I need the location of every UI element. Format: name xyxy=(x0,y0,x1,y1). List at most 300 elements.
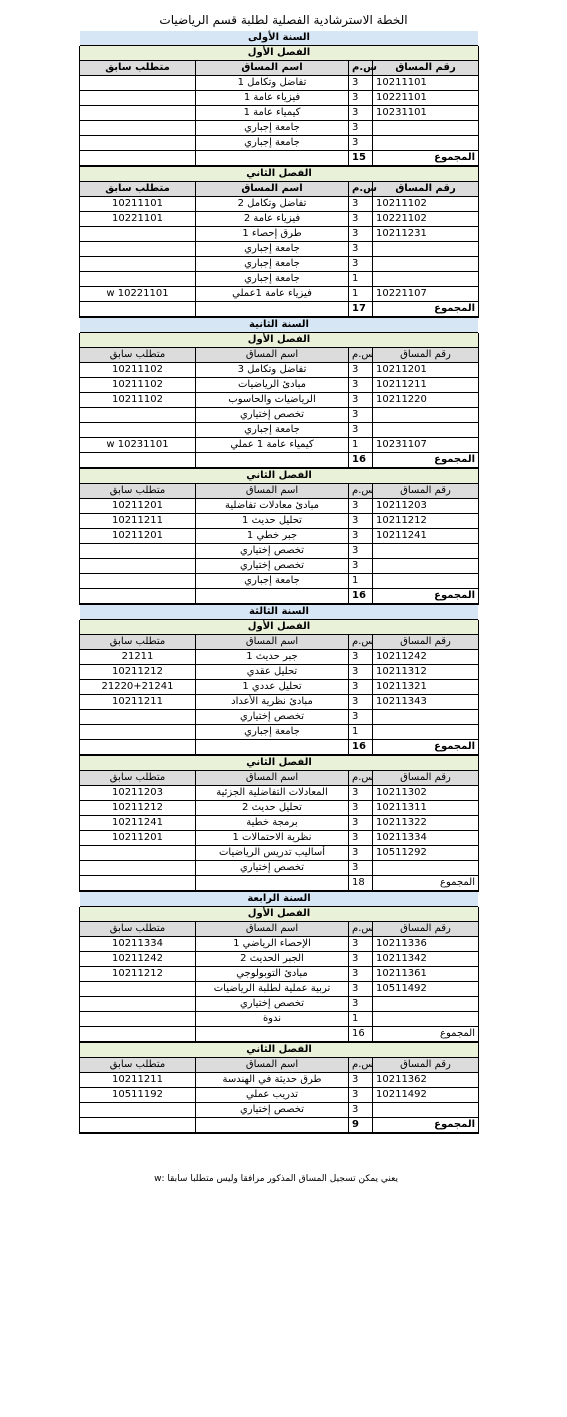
column-header-row xyxy=(80,922,479,937)
semester-header xyxy=(80,1042,479,1058)
credits-cell: 3 xyxy=(349,967,373,982)
course-code-cell: 10211220 xyxy=(373,393,479,408)
prereq-cell xyxy=(80,997,196,1012)
table-row xyxy=(80,967,479,982)
prereq-cell: w 10221101 xyxy=(80,287,196,302)
column-header-code: رقم المساق xyxy=(373,182,479,197)
course-name-cell: مبادئ معادلات تفاضلية xyxy=(196,499,349,514)
total-row xyxy=(80,453,479,469)
empty-cell xyxy=(80,876,196,892)
credits-cell: 3 xyxy=(349,242,373,257)
course-name-cell: برمجة خطية xyxy=(196,816,349,831)
credits-cell: 3 xyxy=(349,801,373,816)
credits-cell: 3 xyxy=(349,257,373,272)
course-name-cell: أساليب تدريس الرياضيات xyxy=(196,846,349,861)
total-label: المجموع xyxy=(373,1027,479,1043)
table-row xyxy=(80,680,479,695)
total-row xyxy=(80,1118,479,1134)
course-code-cell xyxy=(373,997,479,1012)
year-header xyxy=(80,317,479,333)
credits-cell: 3 xyxy=(349,393,373,408)
course-name-cell: فيزياء عامة 2 xyxy=(196,212,349,227)
semester-header xyxy=(80,166,479,182)
column-header-code: رقم المساق xyxy=(373,771,479,786)
course-code-cell xyxy=(373,423,479,438)
prereq-cell xyxy=(80,846,196,861)
column-header-prereq: متطلب سابق xyxy=(80,771,196,786)
semester-header xyxy=(80,46,479,61)
course-code-cell: 10211302 xyxy=(373,786,479,801)
credits-cell: 3 xyxy=(349,227,373,242)
prereq-cell: 10211212 xyxy=(80,801,196,816)
year-header xyxy=(80,31,479,46)
prereq-cell: 10211101 xyxy=(80,197,196,212)
prereq-cell: 10211201 xyxy=(80,529,196,544)
empty-cell xyxy=(80,589,196,605)
prereq-cell xyxy=(80,76,196,91)
column-header-row xyxy=(80,771,479,786)
column-header-code: رقم المساق xyxy=(373,61,479,76)
column-header-name: اسم المساق xyxy=(196,61,349,76)
page-title: الخطة الاسترشادية الفصلية لطلبة قسم الرياضيات xyxy=(159,13,408,27)
prereq-cell: 10211102 xyxy=(80,393,196,408)
course-name-cell: تخصص إختياري xyxy=(196,861,349,876)
credits-cell: 3 xyxy=(349,710,373,725)
course-name-cell: المعادلات التفاضلية الجزئية xyxy=(196,786,349,801)
prereq-cell xyxy=(80,861,196,876)
course-code-cell: 10211362 xyxy=(373,1073,479,1088)
prereq-cell xyxy=(80,106,196,121)
column-header-row xyxy=(80,484,479,499)
credits-cell: 3 xyxy=(349,121,373,136)
total-value: 9 xyxy=(349,1118,373,1134)
empty-cell xyxy=(80,1118,196,1134)
course-code-cell: 10211203 xyxy=(373,499,479,514)
table-row xyxy=(80,710,479,725)
column-header-name: اسم المساق xyxy=(196,1058,349,1073)
course-name-cell: مبادئ نظرية الأعداد xyxy=(196,695,349,710)
column-header-credits: س.م xyxy=(349,635,373,650)
credits-cell: 3 xyxy=(349,952,373,967)
table-row xyxy=(80,393,479,408)
course-name-cell: تخصص إختياري xyxy=(196,710,349,725)
course-code-cell xyxy=(373,408,479,423)
credits-cell: 3 xyxy=(349,680,373,695)
semester-label: الفصل الأول xyxy=(80,620,479,635)
column-header-credits: س.م xyxy=(349,771,373,786)
column-header-prereq: متطلب سابق xyxy=(80,484,196,499)
semester-label: الفصل الأول xyxy=(80,907,479,922)
table-row xyxy=(80,423,479,438)
table-row xyxy=(80,106,479,121)
table-row xyxy=(80,76,479,91)
course-name-cell: طرق حديثة في الهندسة xyxy=(196,1073,349,1088)
column-header-name: اسم المساق xyxy=(196,771,349,786)
prereq-cell: 10211211 xyxy=(80,695,196,710)
course-code-cell: 10511292 xyxy=(373,846,479,861)
credits-cell: 3 xyxy=(349,695,373,710)
column-header-prereq: متطلب سابق xyxy=(80,182,196,197)
empty-cell xyxy=(196,453,349,469)
table-row xyxy=(80,287,479,302)
course-code-cell: 10211361 xyxy=(373,967,479,982)
total-value: 15 xyxy=(349,151,373,167)
course-name-cell: مبادئ الرياضيات xyxy=(196,378,349,393)
credits-cell: 3 xyxy=(349,378,373,393)
column-header-row xyxy=(80,348,479,363)
course-name-cell: تخصص إختياري xyxy=(196,559,349,574)
year-header xyxy=(80,604,479,620)
credits-cell: 3 xyxy=(349,846,373,861)
credits-cell: 3 xyxy=(349,861,373,876)
prereq-cell xyxy=(80,136,196,151)
total-value: 16 xyxy=(349,453,373,469)
prereq-cell xyxy=(80,408,196,423)
credits-cell: 3 xyxy=(349,514,373,529)
column-header-credits: س.م xyxy=(349,61,373,76)
credits-cell: 3 xyxy=(349,937,373,952)
column-header-credits: س.م xyxy=(349,484,373,499)
empty-cell xyxy=(196,589,349,605)
prereq-cell: 10221101 xyxy=(80,212,196,227)
column-header-row xyxy=(80,1058,479,1073)
prereq-cell: 10211201 xyxy=(80,831,196,846)
credits-cell: 3 xyxy=(349,559,373,574)
total-label: المجموع xyxy=(373,453,479,469)
column-header-code: رقم المساق xyxy=(373,922,479,937)
prereq-cell xyxy=(80,544,196,559)
course-code-cell: 10211201 xyxy=(373,363,479,378)
course-code-cell xyxy=(373,544,479,559)
total-row xyxy=(80,151,479,167)
prereq-cell: 10211201 xyxy=(80,499,196,514)
course-code-cell: 10211102 xyxy=(373,197,479,212)
table-row xyxy=(80,136,479,151)
table-row xyxy=(80,695,479,710)
year-label: السنة الثانية xyxy=(80,317,479,333)
table-row xyxy=(80,861,479,876)
prereq-cell xyxy=(80,1103,196,1118)
course-code-cell: 10211336 xyxy=(373,937,479,952)
course-name-cell: تخصص إختياري xyxy=(196,997,349,1012)
course-code-cell: 10211101 xyxy=(373,76,479,91)
course-name-cell: جامعة إجباري xyxy=(196,257,349,272)
course-name-cell: تفاضل وتكامل 1 xyxy=(196,76,349,91)
prereq-cell: 10211334 xyxy=(80,937,196,952)
column-header-prereq: متطلب سابق xyxy=(80,61,196,76)
course-name-cell: جامعة إجباري xyxy=(196,136,349,151)
credits-cell: 3 xyxy=(349,816,373,831)
semester-label: الفصل الأول xyxy=(80,333,479,348)
total-value: 16 xyxy=(349,589,373,605)
prereq-cell: 10211211 xyxy=(80,1073,196,1088)
credits-cell: 3 xyxy=(349,363,373,378)
table-row xyxy=(80,982,479,997)
table-row xyxy=(80,499,479,514)
course-name-cell: جامعة إجباري xyxy=(196,423,349,438)
credits-cell: 3 xyxy=(349,106,373,121)
semester-header xyxy=(80,468,479,484)
course-code-cell: 10211311 xyxy=(373,801,479,816)
footnote: يعني يمكن تسجيل المساق المذكور مرافقا وليس متطلبا سابقا :w xyxy=(154,1174,398,1184)
table-row xyxy=(80,121,479,136)
table-row xyxy=(80,1073,479,1088)
table-row xyxy=(80,786,479,801)
column-header-prereq: متطلب سابق xyxy=(80,348,196,363)
course-code-cell xyxy=(373,574,479,589)
course-name-cell: جامعة إجباري xyxy=(196,272,349,287)
course-code-cell xyxy=(373,121,479,136)
course-code-cell xyxy=(373,725,479,740)
empty-cell xyxy=(196,1027,349,1043)
table-row xyxy=(80,91,479,106)
table-row xyxy=(80,1103,479,1118)
course-code-cell: 10211492 xyxy=(373,1088,479,1103)
credits-cell: 1 xyxy=(349,287,373,302)
course-name-cell: تحليل عقدي xyxy=(196,665,349,680)
course-name-cell: تخصص إختياري xyxy=(196,408,349,423)
course-name-cell: ندوة xyxy=(196,1012,349,1027)
empty-cell xyxy=(80,151,196,167)
semester-label: الفصل الثاني xyxy=(80,755,479,771)
semester-header xyxy=(80,620,479,635)
total-value: 17 xyxy=(349,302,373,318)
course-name-cell: مبادئ التوبولوجي xyxy=(196,967,349,982)
year-label: السنة الرابعة xyxy=(80,891,479,907)
column-header-credits: س.م xyxy=(349,1058,373,1073)
course-code-cell: 10211334 xyxy=(373,831,479,846)
course-code-cell: 10211242 xyxy=(373,650,479,665)
course-code-cell xyxy=(373,272,479,287)
total-label: المجموع xyxy=(373,589,479,605)
prereq-cell xyxy=(80,121,196,136)
table-row xyxy=(80,846,479,861)
prereq-cell: 10211102 xyxy=(80,363,196,378)
total-row xyxy=(80,1027,479,1043)
table-row xyxy=(80,725,479,740)
semester-label: الفصل الثاني xyxy=(80,166,479,182)
table-row xyxy=(80,242,479,257)
prereq-cell xyxy=(80,272,196,287)
course-code-cell: 10211231 xyxy=(373,227,479,242)
course-name-cell: جامعة إجباري xyxy=(196,574,349,589)
course-code-cell xyxy=(373,559,479,574)
table-row xyxy=(80,1012,479,1027)
course-code-cell: 10211312 xyxy=(373,665,479,680)
course-name-cell: الإحصاء الرياضي 1 xyxy=(196,937,349,952)
course-code-cell: 10211322 xyxy=(373,816,479,831)
credits-cell: 3 xyxy=(349,982,373,997)
table-row xyxy=(80,665,479,680)
credits-cell: 3 xyxy=(349,529,373,544)
credits-cell: 1 xyxy=(349,725,373,740)
total-row xyxy=(80,589,479,605)
table-row xyxy=(80,997,479,1012)
course-code-cell xyxy=(373,136,479,151)
course-code-cell: 10211342 xyxy=(373,952,479,967)
prereq-cell xyxy=(80,227,196,242)
credits-cell: 3 xyxy=(349,76,373,91)
column-header-row xyxy=(80,182,479,197)
credits-cell: 3 xyxy=(349,831,373,846)
table-row xyxy=(80,514,479,529)
course-code-cell: 10211211 xyxy=(373,378,479,393)
credits-cell: 3 xyxy=(349,1088,373,1103)
course-name-cell: تربية عملية لطلبة الرياضيات xyxy=(196,982,349,997)
table-row xyxy=(80,650,479,665)
table-row xyxy=(80,438,479,453)
course-name-cell: كيمياء عامة 1 عملي xyxy=(196,438,349,453)
total-label: المجموع xyxy=(373,876,479,892)
credits-cell: 3 xyxy=(349,650,373,665)
course-name-cell: تفاضل وتكامل 2 xyxy=(196,197,349,212)
course-name-cell: جبر حديث 1 xyxy=(196,650,349,665)
semester-label: الفصل الثاني xyxy=(80,468,479,484)
prereq-cell xyxy=(80,257,196,272)
course-name-cell: جامعة إجباري xyxy=(196,725,349,740)
course-name-cell: جامعة إجباري xyxy=(196,121,349,136)
column-header-prereq: متطلب سابق xyxy=(80,1058,196,1073)
total-row xyxy=(80,302,479,318)
course-code-cell: 10231101 xyxy=(373,106,479,121)
prereq-cell xyxy=(80,559,196,574)
total-label: المجموع xyxy=(373,151,479,167)
column-header-credits: س.م xyxy=(349,182,373,197)
column-header-row xyxy=(80,635,479,650)
credits-cell: 3 xyxy=(349,197,373,212)
course-name-cell: فيزياء عامة 1 xyxy=(196,91,349,106)
table-row xyxy=(80,197,479,212)
table-row xyxy=(80,212,479,227)
column-header-prereq: متطلب سابق xyxy=(80,635,196,650)
empty-cell xyxy=(80,453,196,469)
prereq-cell: 10511192 xyxy=(80,1088,196,1103)
course-name-cell: نظرية الاحتمالات 1 xyxy=(196,831,349,846)
credits-cell: 3 xyxy=(349,1103,373,1118)
total-label: المجموع xyxy=(373,740,479,756)
credits-cell: 3 xyxy=(349,423,373,438)
prereq-cell xyxy=(80,574,196,589)
semester-header xyxy=(80,907,479,922)
table-row xyxy=(80,801,479,816)
semester-header xyxy=(80,333,479,348)
course-code-cell: 10211343 xyxy=(373,695,479,710)
year-header xyxy=(80,891,479,907)
course-code-cell xyxy=(373,257,479,272)
empty-cell xyxy=(196,302,349,318)
empty-cell xyxy=(80,302,196,318)
course-code-cell xyxy=(373,861,479,876)
column-header-code: رقم المساق xyxy=(373,484,479,499)
total-row xyxy=(80,740,479,756)
credits-cell: 3 xyxy=(349,665,373,680)
course-code-cell: 10221101 xyxy=(373,91,479,106)
total-row xyxy=(80,876,479,892)
course-name-cell: طرق إحصاء 1 xyxy=(196,227,349,242)
credits-cell: 3 xyxy=(349,212,373,227)
course-name-cell: تحليل حديث 2 xyxy=(196,801,349,816)
semester-label: الفصل الثاني xyxy=(80,1042,479,1058)
credits-cell: 1 xyxy=(349,272,373,287)
prereq-cell: 10211241 xyxy=(80,816,196,831)
table-row xyxy=(80,363,479,378)
table-row xyxy=(80,257,479,272)
prereq-cell: 21220+21241 xyxy=(80,680,196,695)
column-header-code: رقم المساق xyxy=(373,348,479,363)
credits-cell: 3 xyxy=(349,544,373,559)
column-header-row xyxy=(80,61,479,76)
year-label: السنة الثالثة xyxy=(80,604,479,620)
course-name-cell: تحليل عددي 1 xyxy=(196,680,349,695)
empty-cell xyxy=(196,151,349,167)
empty-cell xyxy=(196,1118,349,1134)
prereq-cell: 10211203 xyxy=(80,786,196,801)
course-name-cell: الجبر الحديث 2 xyxy=(196,952,349,967)
course-code-cell xyxy=(373,710,479,725)
course-code-cell: 10511492 xyxy=(373,982,479,997)
column-header-prereq: متطلب سابق xyxy=(80,922,196,937)
empty-cell xyxy=(80,740,196,756)
course-code-cell: 10221107 xyxy=(373,287,479,302)
column-header-credits: س.م xyxy=(349,348,373,363)
column-header-code: رقم المساق xyxy=(373,1058,479,1073)
empty-cell xyxy=(196,740,349,756)
credits-cell: 3 xyxy=(349,408,373,423)
course-name-cell: جامعة إجباري xyxy=(196,242,349,257)
course-name-cell: جبر خطي 1 xyxy=(196,529,349,544)
credits-cell: 3 xyxy=(349,499,373,514)
year-label: السنة الأولى xyxy=(80,31,479,46)
prereq-cell xyxy=(80,242,196,257)
prereq-cell: 21211 xyxy=(80,650,196,665)
semester-header xyxy=(80,755,479,771)
course-name-cell: فيزياء عامة 1عملي xyxy=(196,287,349,302)
course-name-cell: تحليل حديث 1 xyxy=(196,514,349,529)
table-row xyxy=(80,378,479,393)
course-code-cell xyxy=(373,1103,479,1118)
table-row xyxy=(80,227,479,242)
course-code-cell: 10211212 xyxy=(373,514,479,529)
table-row xyxy=(80,272,479,287)
column-header-code: رقم المساق xyxy=(373,635,479,650)
prereq-cell: 10211102 xyxy=(80,378,196,393)
prereq-cell: 10211242 xyxy=(80,952,196,967)
prereq-cell xyxy=(80,91,196,106)
prereq-cell xyxy=(80,1012,196,1027)
column-header-name: اسم المساق xyxy=(196,182,349,197)
semester-label: الفصل الأول xyxy=(80,46,479,61)
course-code-cell: 10211241 xyxy=(373,529,479,544)
column-header-credits: س.م xyxy=(349,922,373,937)
total-label: المجموع xyxy=(373,302,479,318)
prereq-cell: 10211212 xyxy=(80,967,196,982)
prereq-cell xyxy=(80,725,196,740)
credits-cell: 3 xyxy=(349,1073,373,1088)
credits-cell: 1 xyxy=(349,574,373,589)
credits-cell: 3 xyxy=(349,136,373,151)
total-value: 18 xyxy=(349,876,373,892)
column-header-name: اسم المساق xyxy=(196,922,349,937)
course-name-cell: تخصص إختياري xyxy=(196,1103,349,1118)
course-code-cell xyxy=(373,242,479,257)
table-row xyxy=(80,816,479,831)
empty-cell xyxy=(196,876,349,892)
total-value: 16 xyxy=(349,1027,373,1043)
table-row xyxy=(80,1088,479,1103)
prereq-cell xyxy=(80,982,196,997)
table-row xyxy=(80,529,479,544)
total-value: 16 xyxy=(349,740,373,756)
